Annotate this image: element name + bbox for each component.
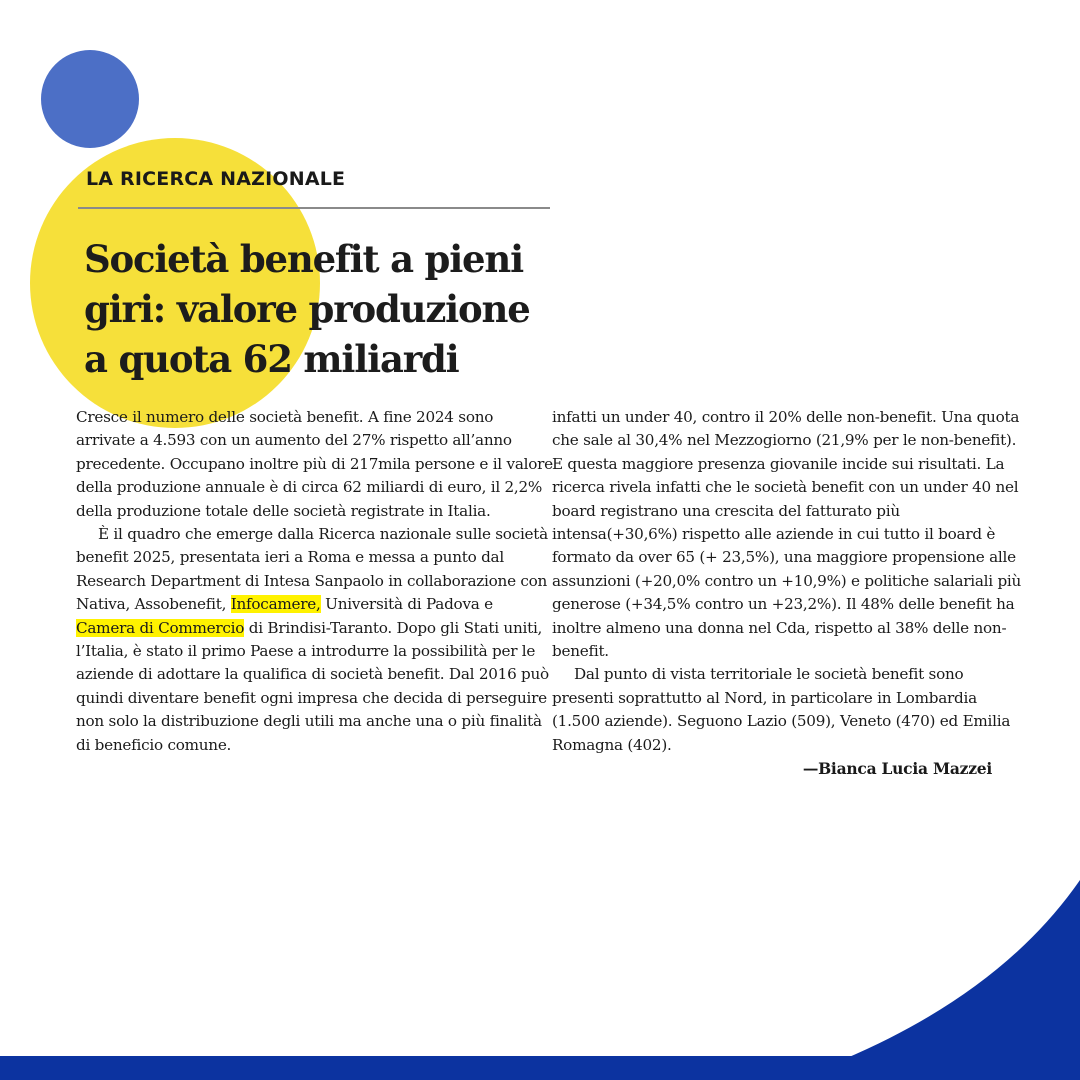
- article-paragraph: infatti un under 40, contro il 20% delle non-benefit. Una quota che sale al 30,4% nel Mezzogiorno (21,9% per le non-benefit). E questa maggiore presenza giovanile incide sui risultati. La ricerca rivela infatti che le società benefit con un under 40 nel board registrano una crescita del fatturato più intensa(+30,6%) rispetto alle aziende in cui tutto il board è formato da over 65 (+ 23,5%), una maggiore propensione alle assunzioni (+20,0% contro un +10,9%) e politiche salariali più generose (+34,5% contro un +23,2%). Il 48% delle benefit ha inoltre almeno una donna nel Cda, rispetto al 38% delle non-benefit.: [552, 408, 1022, 661]
- paragraph-text: Università di Padova e: [320, 595, 493, 614]
- section-label: LA RICERCA NAZIONALE: [86, 168, 346, 190]
- article-paragraph: Cresce il numero delle società benefit. A fine 2024 sono arrivate a 4.593 con un aumento del 27% rispetto all’anno precedente. Occupano inoltre più di 217mila persone e il valore della produzione annuale è di circa 62 miliardi di euro, il 2,2% della produzione totale delle società registrate in Italia.: [76, 408, 553, 520]
- article-left-column: [76, 406, 556, 844]
- paragraph-text: È il quadro che emerge dalla Ricerca nazionale sulle società benefit 2025, presentata ieri a Roma e messa a punto dal Research Department di Intesa Sanpaolo in collaborazione con Nativa, Assobenefit,: [76, 525, 548, 614]
- bottom-band-decoration: [0, 1056, 1080, 1080]
- article-right-column: [552, 406, 1022, 781]
- article-paragraph: Dal punto di vista territoriale le società benefit sono presenti soprattutto al Nord, in particolare in Lombardia (1.500 aziende). Seguono Lazio (509), Veneto (470) ed Emilia Romagna (402).: [552, 665, 1011, 754]
- blue-circle-decoration: [41, 50, 139, 148]
- section-rule: [78, 207, 550, 209]
- highlighted-text: Camera di Commercio: [76, 618, 245, 637]
- article-paragraph: [76, 523, 556, 757]
- byline: —Bianca Lucia Mazzei: [802, 759, 992, 779]
- highlighted-text: Infocamere,: [230, 595, 321, 614]
- headline: Società benefit a pieni giri: valore produzione a quota 62 miliardi: [84, 237, 530, 381]
- paragraph-text: di Brindisi-Taranto. Dopo gli Stati uniti, l’Italia, è stato il primo Paese a introdurre la possibilità per le aziende di adottare la qualifica di società benefit. Dal 2016 può quindi diventare benefit ogni impresa che decida di perseguire non solo la distribuzione degli utili ma anche una o più finalità di beneficio comune.: [76, 618, 549, 754]
